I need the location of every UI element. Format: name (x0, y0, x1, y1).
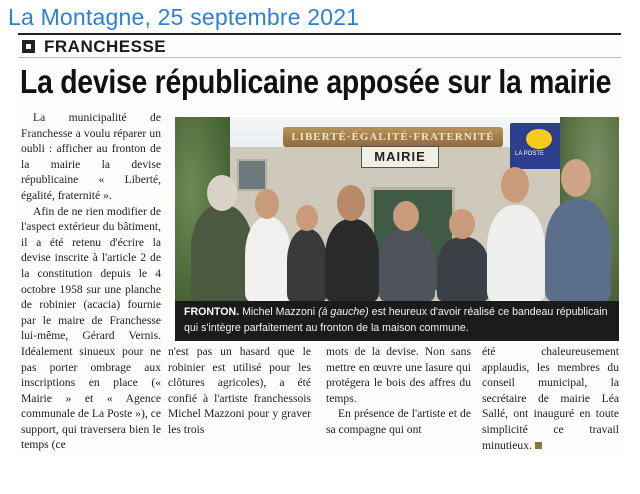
article-column-1 (21, 110, 161, 453)
article-paragraph: Afin de ne rien modifier de l'aspect extérieur du bâtiment, il a été retenu d'écrire la devise inscrite à l'article 2 de la constitution depuis le 4 octobre 1958 sur une planche de robinier (acacia) fournie par le maire de Franchesse lui-même, Gérard Vernis. Idéalement sinueux pour ne pas porter ombrage aux inscriptions en place (« Mairie » et « Agence communale de La Poste »), ce support, qui traversera bien le temps (ce (21, 204, 161, 452)
person-head (501, 167, 529, 203)
headline: La devise républicaine apposée sur la mairie (20, 63, 612, 100)
mairie-sign: MAIRIE (361, 146, 439, 168)
person (191, 205, 253, 301)
person-head (296, 205, 318, 231)
article-column-3 (326, 344, 471, 438)
article-paragraph: n'est pas un hasard que le robinier est utilisé pour les clôtures agricoles), a été confié à l'artiste franchessois Michel Mazzoni pour y graver les trois (168, 345, 311, 436)
photo (175, 117, 619, 301)
rubric-square-icon (22, 40, 35, 53)
article-text: été chaleureusement applaudis, les membres du conseil municipal, la secrétaire de mairie Léa Sallé, ont inauguré en toute simplicité ce travail minutieux. (482, 345, 619, 452)
article-paragraph: En présence de l'artiste et de sa compagne qui ont (326, 407, 471, 436)
article-paragraph (482, 344, 619, 453)
end-of-article-icon (535, 442, 542, 449)
person-head (393, 201, 419, 231)
rubric-bar (18, 33, 621, 58)
person (487, 205, 545, 301)
window (237, 159, 267, 191)
caption-lead: FRONTON. (184, 306, 240, 318)
caption-text: est heureux d'avoir réalisé ce bandeau républicain qui s'intègre parfaitement au fronton de la maison commune. (184, 306, 608, 334)
person (545, 199, 611, 301)
person (325, 219, 379, 301)
person-head (561, 159, 591, 197)
article-column-2 (168, 344, 311, 438)
person-head (449, 209, 475, 239)
article-column-4 (482, 344, 619, 453)
photo-caption (184, 304, 614, 336)
devise-plank: LIBERTÉ·ÉGALITÉ·FRATERNITÉ (283, 127, 503, 147)
caption-name: Michel Mazzoni (242, 306, 316, 318)
person (379, 229, 435, 301)
person-head (337, 185, 365, 221)
la-poste-bird-icon (526, 129, 552, 149)
rubric-label: FRANCHESSE (44, 37, 167, 56)
person-head (255, 189, 279, 219)
person (437, 237, 489, 301)
article-paragraph: mots de la devise. Non sans mettre en œuvre une lasure qui protégera le bois des affres du temps. (326, 345, 471, 405)
caption-paren: (à gauche) (318, 306, 369, 318)
person (287, 229, 327, 301)
source-line: La Montagne, 25 septembre 2021 (8, 4, 360, 30)
article-paragraph: La municipalité de Franchesse a voulu réparer un oubli : afficher au fronton de la mairie la devise républicaine « Liberté, égalité, fraternité ». (21, 111, 161, 202)
newspaper-clipping (18, 33, 621, 453)
person-head (207, 175, 237, 211)
person (245, 217, 291, 301)
la-poste-text: LA POSTE (515, 151, 545, 157)
